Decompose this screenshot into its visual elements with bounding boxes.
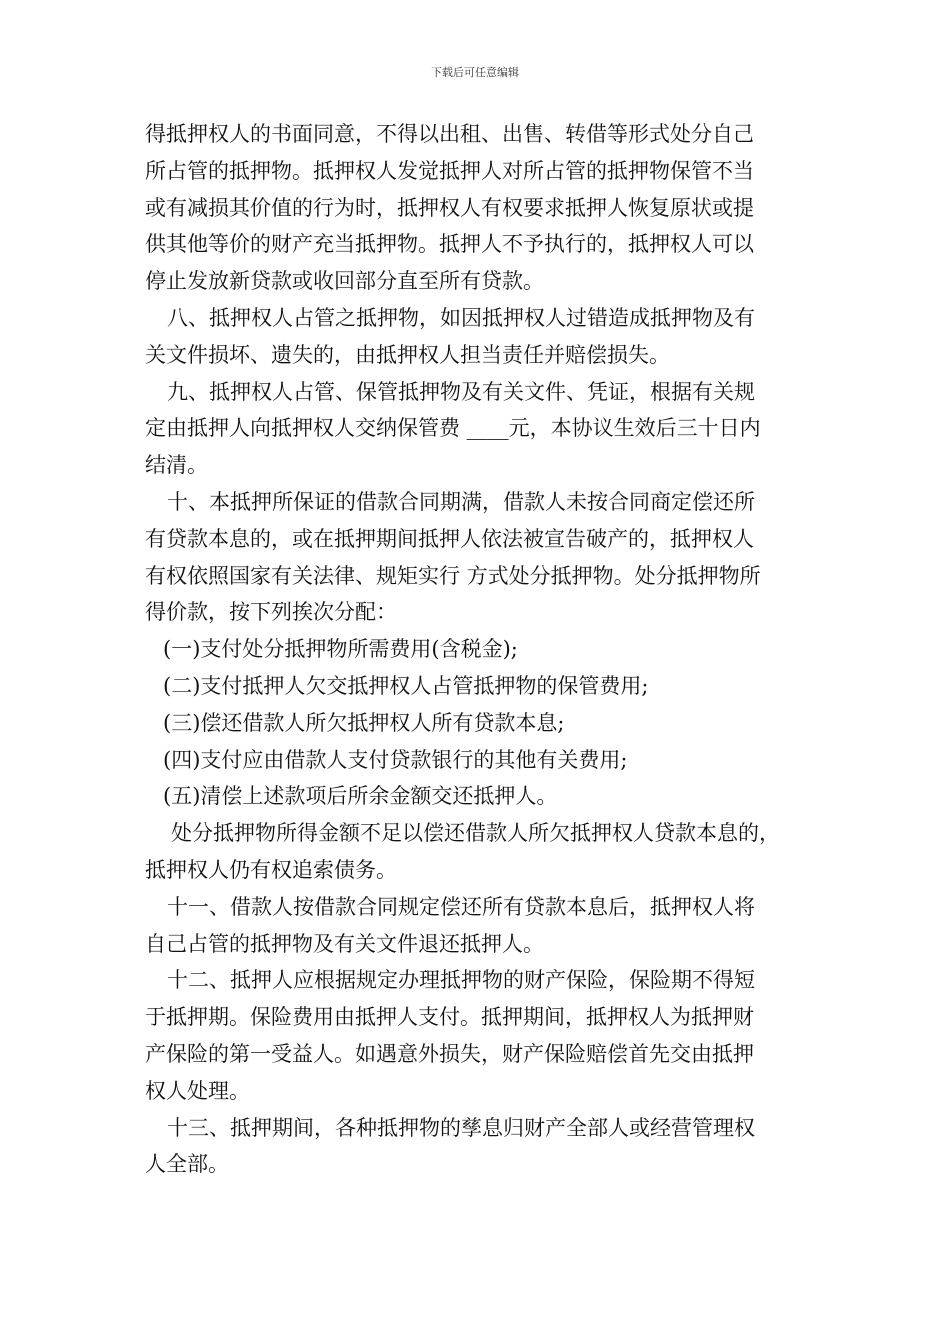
clause-11-start: 十一、借款人按借款合同规定偿还所有贷款本息后，抵押权人将 — [167, 894, 755, 919]
document-body — [145, 116, 825, 1183]
text-line: 关文件损坏、遗失的，由抵押权人担当责任并赔偿损失。 — [145, 342, 670, 367]
text-line: 有贷款本息的，或在抵押期间抵押人依法被宣告破产的，抵押权人 — [145, 526, 754, 551]
list-item: (一)支付处分抵押物所需费用(含税金); — [163, 637, 518, 662]
clause-9-start: 九、抵押权人占管、保管抵押物及有关文件、凭证，根据有关规 — [167, 379, 755, 404]
list-item: (五)清偿上述款项后所余金额交还抵押人。 — [163, 784, 558, 809]
clause-12-start: 十二、抵押人应根据规定办理抵押物的财产保险，保险期不得短 — [167, 968, 755, 993]
text-line: 所占管的抵押物。抵押权人发觉抵押人对所占管的抵押物保管不当 — [145, 158, 754, 183]
text-line: 得价款，按下列挨次分配： — [145, 600, 397, 625]
text-line: 自己占管的抵押物及有关文件退还抵押人。 — [145, 931, 544, 956]
text-line: 定由抵押人向抵押权人交纳保管费 ____元，本协议生效后三十日内 — [145, 416, 761, 441]
text-line: 人全部。 — [145, 1152, 229, 1177]
list-item: (四)支付应由借款人支付贷款银行的其他有关费用; — [163, 747, 628, 772]
text-line: 供其他等价的财产充当抵押物。抵押人不予执行的，抵押权人可以 — [145, 232, 754, 257]
clause-10-start: 十、本抵押所保证的借款合同期满，借款人未按合同商定偿还所 — [167, 489, 755, 514]
text-line: 得抵押权人的书面同意，不得以出租、出售、转借等形式处分自己 — [145, 122, 754, 146]
text-line: 停止发放新贷款或收回部分直至所有贷款。 — [145, 269, 544, 294]
clause-13-start: 十三、抵押期间，各种抵押物的孳息归财产全部人或经营管理权 — [167, 1115, 755, 1140]
text-line: 产保险的第一受益人。如遇意外损失，财产保险赔偿首先交由抵押 — [145, 1041, 754, 1066]
text-line: 有权依照国家有关法律、规矩实行 方式处分抵押物。处分抵押物所 — [145, 563, 761, 588]
text-line: 权人处理。 — [145, 1078, 250, 1103]
list-item: (三)偿还借款人所欠抵押权人所有贷款本息; — [163, 710, 565, 735]
list-item: (二)支付抵押人欠交抵押权人占管抵押物的保管费用; — [163, 673, 649, 698]
text-line: 结清。 — [145, 453, 208, 478]
text-line: 处分抵押物所得金额不足以偿还借款人所欠抵押权人贷款本息的， — [171, 821, 780, 846]
text-line: 或有减损其价值的行为时，抵押权人有权要求抵押人恢复原状或提 — [145, 195, 754, 220]
text-line: 于抵押期。保险费用由抵押人支付。抵押期间，抵押权人为抵押财 — [145, 1005, 754, 1030]
clause-8-start: 八、抵押权人占管之抵押物，如因抵押权人过错造成抵押物及有 — [167, 305, 755, 330]
text-line: 抵押权人仍有权追索债务。 — [145, 857, 397, 882]
page-header: 下载后可任意编辑 — [431, 66, 519, 79]
